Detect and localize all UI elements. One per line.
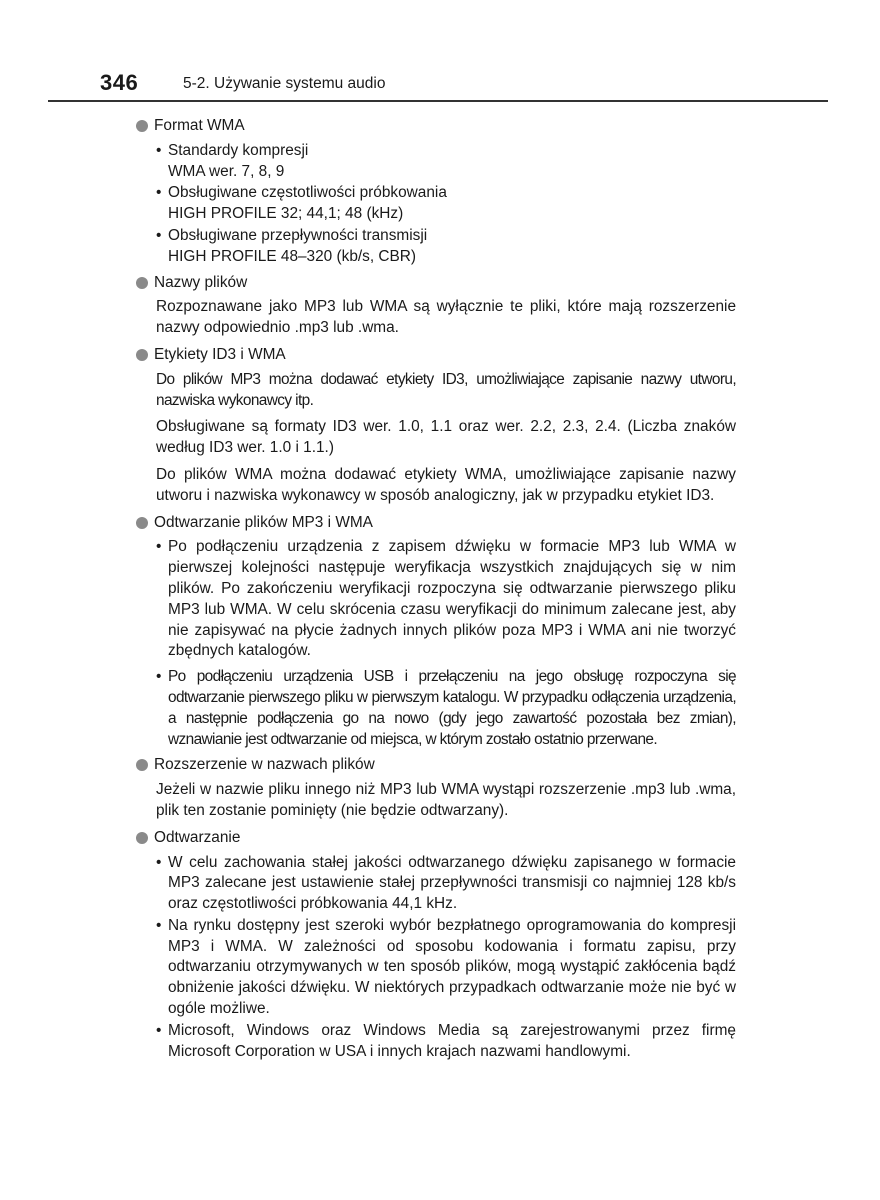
paragraph: Obsługiwane są formaty ID3 wer. 1.0, 1.1 oraz wer. 2.2, 2.3, 2.4. (Liczba znaków według ID3 wer. 1.0 i 1.1.): [156, 418, 736, 457]
paragraph: Jeżeli w nazwie pliku innego niż MP3 lub WMA wystąpi rozszerzenie .mp3 lub .wma, plik ten zostanie pominięty (nie będzie odtwarzany).: [156, 781, 736, 819]
list-item: • Microsoft, Windows oraz Windows Media są zarejestrowanymi przez firmę Microsoft Corporation w USA i innych krajach nazwami handlowymi.: [136, 1021, 736, 1063]
circle-bullet-icon: [136, 120, 148, 132]
section-title: 5-2. Używanie systemu audio: [183, 75, 386, 92]
section-playback: [136, 828, 736, 1063]
section-format-wma: [136, 116, 736, 268]
page-content: [136, 116, 736, 1066]
list-item: • Standardy kompresji WMA wer. 7, 8, 9: [136, 141, 736, 183]
header-rule: [48, 100, 828, 102]
circle-bullet-icon: [136, 349, 148, 361]
section-heading: Nazwy plików: [154, 273, 248, 291]
paragraph: Do plików MP3 można dodawać etykiety ID3, umożliwiające zapisanie nazwy utworu, nazwiska wykonawcy itp.: [156, 370, 736, 409]
list-item: • Po podłączeniu urządzenia USB i przełączeniu na jego obsługę rozpoczyna się odtwarzanie pierwszego pliku w pierwszym katalogu. W przypadku odłączenia urządzenia, a następnie podłączenia go na nowo (gdy jego zawartość pozostała bez zmian), wznawianie jest odtwarzanie od miejsca, w którym zostało ostatnio przerwane.: [136, 667, 736, 750]
section-file-extension: [136, 755, 736, 821]
section-playback-mp3-wma: [136, 513, 736, 751]
circle-bullet-icon: [136, 517, 148, 529]
list-item: • W celu zachowania stałej jakości odtwarzanego dźwięku zapisanego w formacie MP3 zalecane jest ustawienie stałej przepływności transmisji co najmniej 128 kb/s oraz częstotliwości próbkowania 44,1 kHz.: [136, 853, 736, 915]
page-header: [100, 70, 828, 100]
circle-bullet-icon: [136, 832, 148, 844]
section-heading: Rozszerzenie w nazwach plików: [154, 756, 375, 774]
page-number: 346: [100, 70, 139, 95]
circle-bullet-icon: [136, 759, 148, 771]
paragraph: Rozpoznawane jako MP3 lub WMA są wyłącznie te pliki, które mają rozszerzenie nazwy odpowiednio .mp3 lub .wma.: [156, 298, 736, 337]
list-item: • Po podłączeniu urządzenia z zapisem dźwięku w formacie MP3 lub WMA w pierwszej kolejności następuje weryfikacja wszystkich znajdujących się w nim plików. Po zakończeniu weryfikacji rozpoczyna się odtwarzanie pierwszego pliku MP3 lub WMA. W celu skrócenia czasu weryfikacji do minimum zalecane jest, aby nie zapisywać na płycie żadnych innych plików poza MP3 i WMA ani nie tworzyć zbędnych katalogów.: [136, 537, 736, 662]
list-item: • Obsługiwane częstotliwości próbkowania HIGH PROFILE 32; 44,1; 48 (kHz): [136, 183, 736, 225]
list-item: • Obsługiwane przepływności transmisji HIGH PROFILE 48–320 (kb/s, CBR): [136, 226, 736, 268]
section-heading: Etykiety ID3 i WMA: [154, 345, 286, 363]
list-item: • Na rynku dostępny jest szeroki wybór bezpłatnego oprogramowania do kompresji MP3 i WMA. W zależności od sposobu kodowania i formatu zapisu, przy odtwarzaniu otrzymywanych w ten sposób plików, mogą wystąpić zakłócenia bądź obniżenie jakości dźwięku. W niektórych przypadkach odtwarzanie może nie być w ogóle możliwe.: [136, 916, 736, 1020]
paragraph: Do plików WMA można dodawać etykiety WMA, umożliwiające zapisanie nazwy utworu i nazwiska wykonawcy w sposób analogiczny, jak w przypadku etykiet ID3.: [156, 465, 736, 504]
section-file-names: [136, 273, 736, 339]
circle-bullet-icon: [136, 277, 148, 289]
section-heading: Format WMA: [154, 117, 245, 134]
section-id3-wma-tags: [136, 345, 736, 507]
section-heading: Odtwarzanie: [154, 828, 241, 846]
section-heading: Odtwarzanie plików MP3 i WMA: [154, 513, 373, 531]
